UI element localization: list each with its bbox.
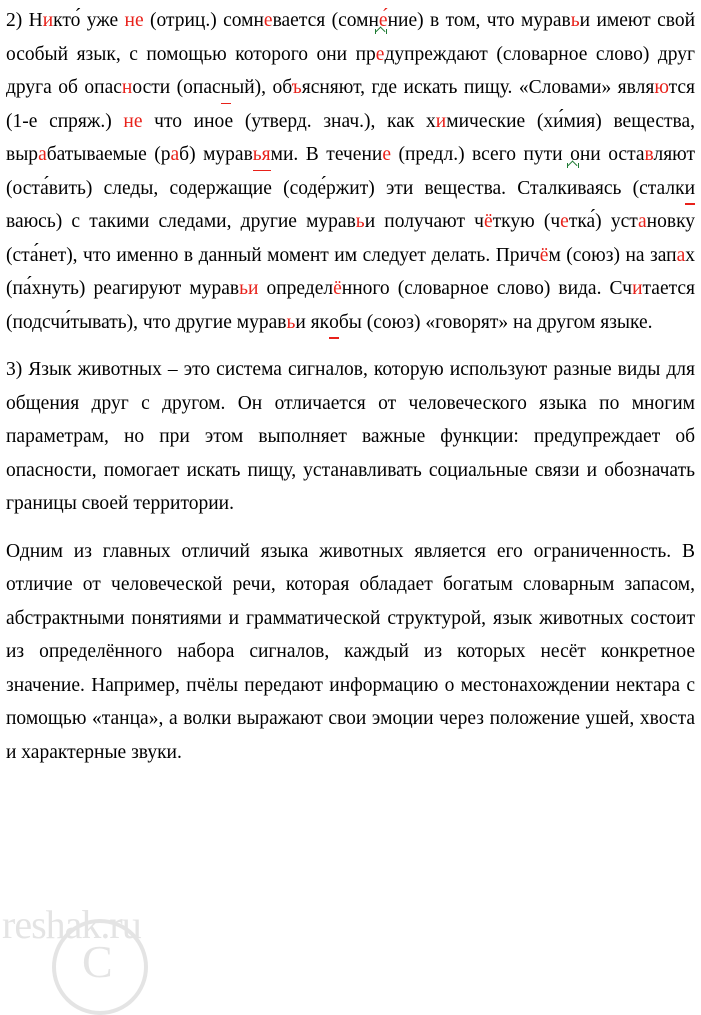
suffix-mark-letter: н: [221, 71, 231, 105]
prefix-mark-letter: и: [567, 172, 577, 206]
highlight-letter: в: [644, 144, 654, 165]
highlight-letter: е: [382, 144, 391, 165]
highlight-letter: ь: [570, 10, 580, 31]
highlight-letter: е: [263, 10, 273, 31]
suffix-mark-letter: о: [329, 306, 339, 340]
document-content: [6, 4, 695, 769]
highlight-letter: ё: [333, 278, 342, 299]
prefix-mark-letter: е: [376, 38, 385, 72]
paragraph-3: 3) Язык животных – это система сигналов, которую используют разные виды для общения друг с другом. Он отличается от человеческого языка по многим параметрам, но при этом выполняет важные функции: предупреждает об опасности, помогает искать пищу, устанавливать социальные связи и обозначать границы своей территории.: [6, 359, 695, 514]
stressed-letter: и: [43, 4, 53, 38]
highlight-letter: а: [638, 211, 647, 232]
highlight-letter: ъ: [291, 77, 302, 98]
answer-text-2: 2) Никто́ уже не (отриц.) сомневается (сомне́ние) в том, что муравьи имеют свой особый язык, с помощью которого они предупреждают (словарное слово) друг друга об опасности (опасный), объясняют, где искать пищу. «Словами» являются (1-е спряж.) не что иное (утверд. знач.), как химические (хи́мия) вещества, вырабатываемые (раб) муравьями. В течение (предл.) всего пути они оставляют (оста́вить) следы, содержащие (соде́ржит) эти вещества. Сталкиваясь (сталкиваюсь) с такими следами, другие муравьи получают чёткую (четка́) установку (ста́нет), что именно в данный момент им следует делать. Причём (союз) на запах (па́хнуть) реагируют муравьи определённого (словарное слово) вида. Считается (подсчи́тывать), что другие муравьи якобы (союз) «говорят» на другом языке.: [6, 10, 695, 333]
paragraph-4: Одним из главных отличий языка животных является его ограниченность. В отличие от человеческой речи, которая обладает богатым словарным запасом, абстрактными понятиями и грамматической структурой, язык животных состоит из определённого набора сигналов, каждый из которых несёт конкретное значение. Например, пчёлы передают информацию о местонахождении нектара с помощью «танца», а волки выражают свои эмоции через положение ушей, хвоста и характерные звуки.: [6, 540, 695, 763]
watermark-circle: [52, 919, 148, 1015]
highlight-letter: а: [38, 144, 47, 165]
plain-letter: а: [29, 244, 39, 266]
highlight-letter: ё: [484, 211, 493, 232]
highlight-letter: ё: [539, 244, 549, 266]
highlight-letter: ь: [355, 211, 365, 232]
highlight-letter: и: [632, 278, 643, 299]
highlight-letter: е: [560, 211, 569, 232]
highlight-letter: ь: [286, 311, 296, 333]
suffix-mark-letter: и: [685, 172, 695, 206]
highlight-letter: а: [170, 144, 180, 165]
highlight-letter: е: [378, 10, 388, 31]
paragraph-2: [6, 4, 695, 339]
highlight-letter: и: [435, 110, 447, 132]
highlight-letter: ю: [654, 77, 669, 98]
watermark-text: reshak.ru: [2, 902, 141, 947]
watermark-symbol: C: [82, 936, 113, 987]
highlight-letter: н: [121, 77, 133, 98]
highlight-word: не: [124, 10, 144, 31]
highlight-word: не: [123, 110, 143, 132]
suffix-mark-letter: ья: [253, 138, 271, 172]
watermark: [0, 873, 230, 1003]
highlight-letter: ьи: [239, 278, 259, 299]
highlight-letter: а: [676, 244, 686, 266]
